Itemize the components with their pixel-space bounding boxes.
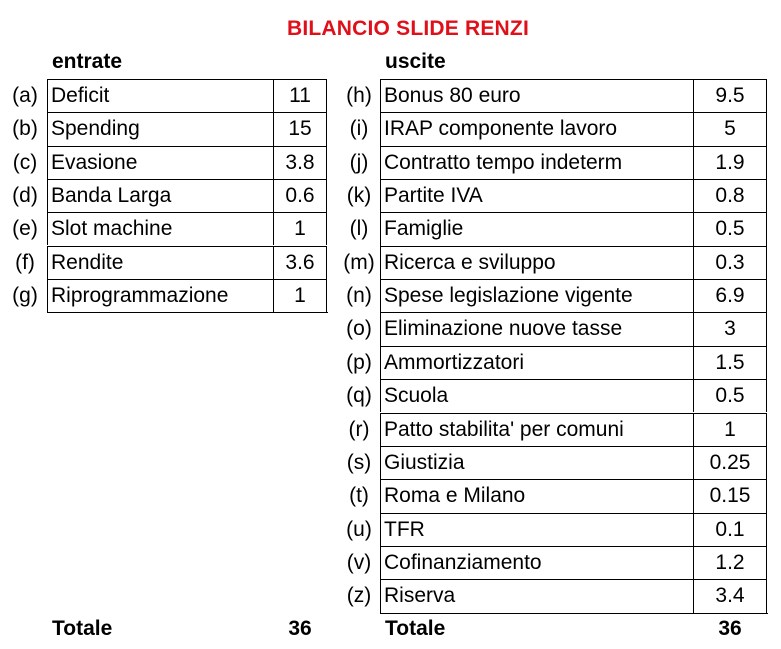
uscite-row-name: Ricerca e sviluppo (384, 250, 556, 274)
page-title: BILANCIO SLIDE RENZI (286, 17, 529, 40)
uscite-row-value: 0.1 (715, 517, 745, 541)
entrate-header: entrate (52, 50, 123, 73)
entrate-row-letter: (b) (12, 117, 38, 141)
uscite-table-bottom-border (380, 613, 768, 614)
uscite-row-name: Spese legislazione vigente (384, 284, 633, 308)
uscite-row-name: Riserva (384, 584, 456, 608)
uscite-row-name: Famiglie (384, 217, 464, 241)
entrate-row-value: 11 (289, 84, 311, 107)
uscite-row-name: Eliminazione nuove tasse (384, 317, 623, 341)
uscite-row-value: 1.2 (715, 550, 745, 574)
entrate-row-value: 0.6 (285, 183, 315, 207)
uscite-row-value: 6.9 (715, 284, 745, 308)
uscite-row-value: 0.3 (715, 250, 745, 274)
entrate-row-name: Deficit (51, 84, 110, 107)
uscite-row-letter: (o) (346, 317, 372, 341)
entrate-row-letter: (c) (12, 150, 38, 174)
uscite-row-letter: (q) (346, 384, 372, 408)
entrate-row-value: 3.8 (285, 150, 315, 174)
uscite-row-name: Contratto tempo indeterm (384, 150, 623, 174)
entrate-row-value: 15 (288, 117, 312, 141)
entrate-row-value: 3.6 (285, 250, 315, 274)
entrate-table-bottom-border (47, 312, 328, 313)
entrate-row-name: Banda Larga (51, 183, 172, 207)
uscite-row-value: 0.5 (715, 217, 745, 241)
entrate-row-name: Spending (51, 117, 140, 141)
uscite-row-letter: (l) (349, 217, 369, 241)
uscite-row-value: 9.5 (715, 84, 745, 107)
entrate-row-value: 1 (294, 283, 306, 307)
uscite-total-value: 36 (718, 617, 742, 640)
uscite-row-letter: (v) (346, 550, 372, 574)
uscite-row-value: 0.25 (709, 450, 751, 474)
uscite-row-name: IRAP componente lavoro (384, 117, 618, 141)
uscite-header: uscite (385, 50, 446, 73)
uscite-row-value: 3.4 (715, 584, 745, 608)
uscite-row-letter: (n) (346, 284, 372, 308)
entrate-row-name: Slot machine (51, 217, 173, 241)
entrate-row-name: Evasione (51, 150, 138, 174)
uscite-row-value: 0.15 (709, 484, 751, 508)
uscite-row-letter: (r) (348, 417, 370, 441)
uscite-row-letter: (m) (343, 250, 375, 274)
uscite-row-name: Bonus 80 euro (384, 84, 521, 107)
entrate-row-letter: (a) (12, 84, 38, 107)
uscite-row-name: Roma e Milano (384, 484, 526, 508)
entrate-row-letter: (f) (15, 250, 35, 274)
entrate-row-letter: (d) (12, 183, 38, 207)
entrate-total-label: Totale (52, 617, 113, 640)
uscite-row-letter: (u) (346, 517, 372, 541)
uscite-row-letter: (j) (349, 150, 369, 174)
uscite-row-letter: (i) (349, 117, 369, 141)
uscite-row-name: Cofinanziamento (384, 550, 542, 574)
entrate-row-value: 1 (294, 217, 306, 241)
entrate-total-value: 36 (288, 617, 312, 640)
uscite-row-letter: (s) (346, 450, 372, 474)
uscite-row-value: 1 (724, 417, 736, 441)
entrate-row-letter: (e) (12, 217, 38, 241)
uscite-row-value: 0.5 (715, 384, 745, 408)
uscite-row-name: TFR (384, 517, 425, 541)
entrate-row-name: Rendite (51, 250, 124, 274)
uscite-row-value: 1.9 (715, 150, 745, 174)
uscite-row-value: 3 (724, 317, 736, 341)
uscite-row-letter: (h) (346, 84, 372, 107)
uscite-row-letter: (k) (346, 184, 372, 208)
entrate-row-name: Riprogrammazione (51, 283, 229, 307)
uscite-row-name: Scuola (384, 384, 449, 408)
uscite-row-letter: (t) (349, 484, 369, 508)
uscite-row-value: 5 (724, 117, 736, 141)
uscite-row-value: 1.5 (715, 350, 745, 374)
uscite-row-name: Partite IVA (384, 184, 483, 208)
uscite-total-label: Totale (385, 617, 446, 640)
uscite-row-letter: (z) (346, 584, 372, 608)
uscite-row-name: Patto stabilita' per comuni (384, 417, 624, 441)
uscite-row-name: Ammortizzatori (384, 350, 525, 374)
uscite-row-name: Giustizia (384, 450, 465, 474)
uscite-row-value: 0.8 (715, 184, 745, 208)
uscite-row-letter: (p) (346, 350, 372, 374)
entrate-row-letter: (g) (12, 283, 38, 307)
